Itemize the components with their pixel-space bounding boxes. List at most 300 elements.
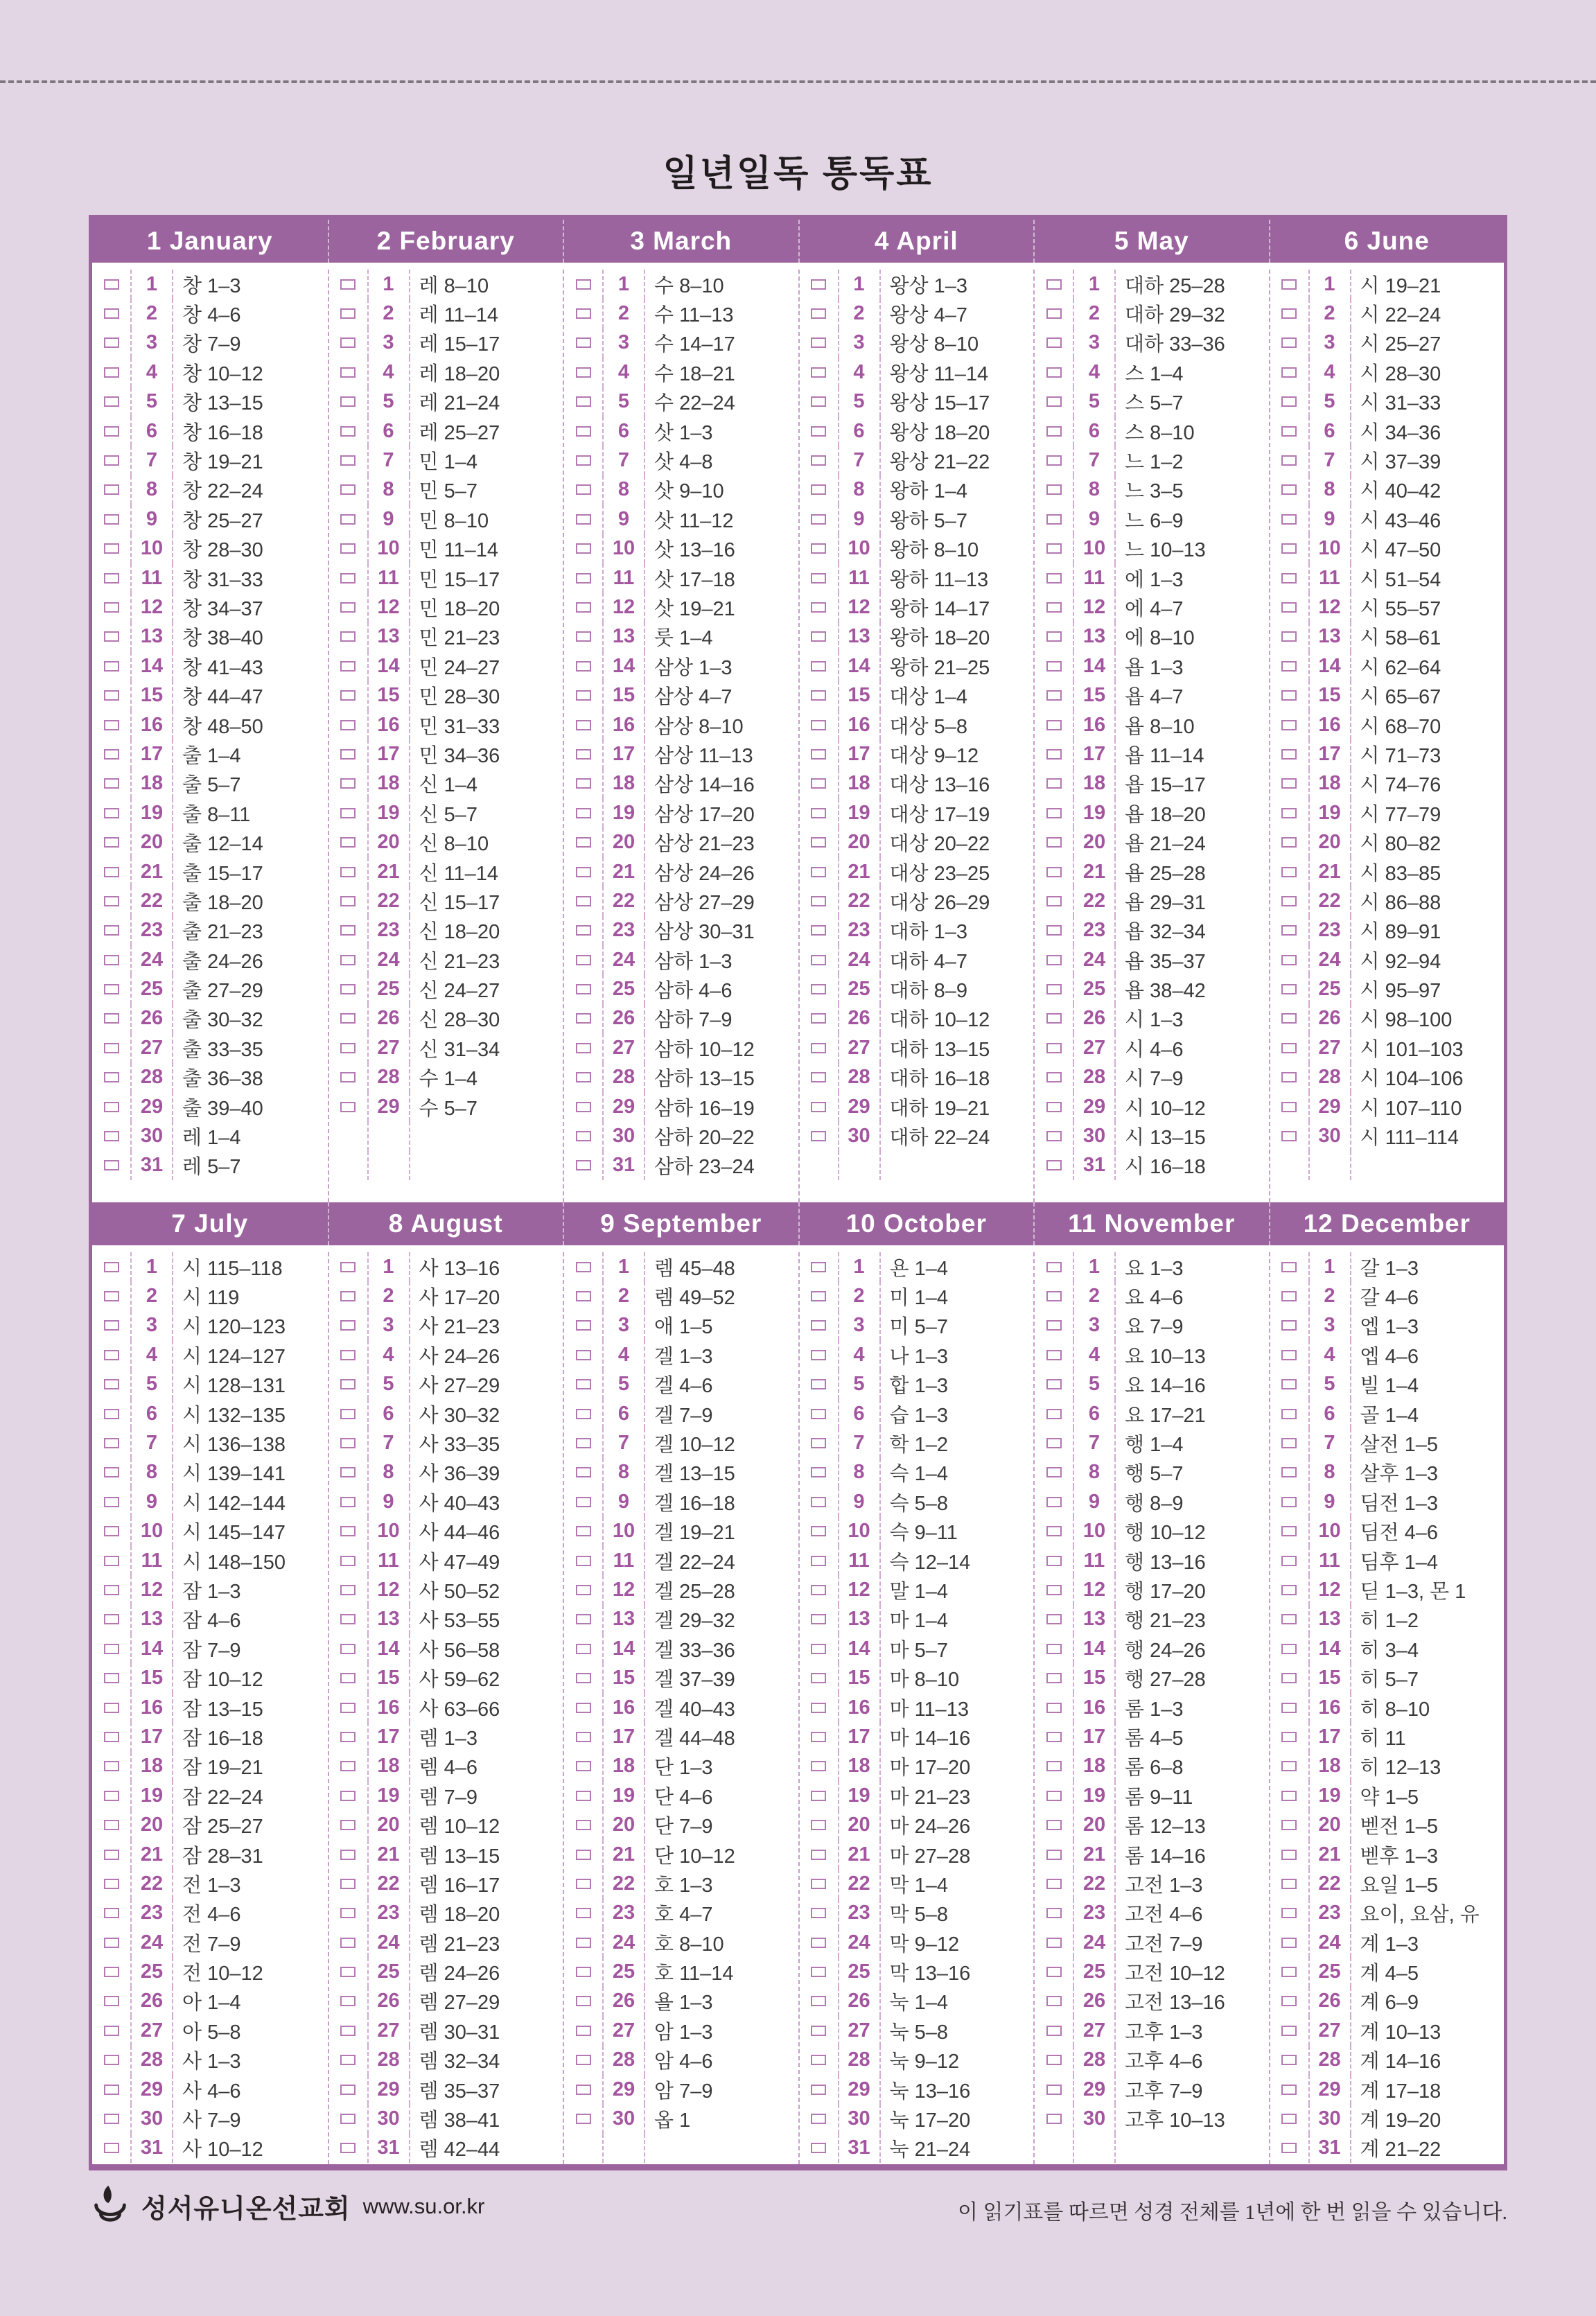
day-checkbox[interactable]: [811, 1013, 826, 1024]
day-checkbox[interactable]: [1046, 896, 1062, 906]
day-checkbox[interactable]: [1281, 543, 1297, 554]
day-checkbox[interactable]: [811, 925, 826, 936]
day-checkbox[interactable]: [576, 984, 591, 994]
day-checkbox[interactable]: [811, 367, 826, 378]
day-checkbox[interactable]: [340, 1585, 356, 1595]
day-checkbox[interactable]: [576, 661, 591, 672]
day-checkbox[interactable]: [104, 837, 119, 848]
day-checkbox[interactable]: [340, 279, 356, 290]
day-checkbox[interactable]: [811, 1791, 826, 1801]
day-checkbox[interactable]: [1281, 279, 1297, 290]
day-checkbox[interactable]: [576, 1732, 591, 1742]
day-checkbox[interactable]: [104, 2085, 119, 2095]
day-checkbox[interactable]: [811, 396, 826, 407]
day-checkbox[interactable]: [811, 984, 826, 994]
day-checkbox[interactable]: [104, 1967, 119, 1977]
day-checkbox[interactable]: [1281, 602, 1297, 613]
day-checkbox[interactable]: [1046, 1732, 1062, 1742]
day-checkbox[interactable]: [104, 984, 119, 994]
day-checkbox[interactable]: [340, 308, 356, 319]
day-checkbox[interactable]: [340, 1013, 356, 1024]
day-checkbox[interactable]: [576, 1556, 591, 1566]
day-checkbox[interactable]: [1281, 1102, 1297, 1112]
day-checkbox[interactable]: [576, 1761, 591, 1771]
day-checkbox[interactable]: [340, 808, 356, 818]
day-checkbox[interactable]: [340, 367, 356, 378]
day-checkbox[interactable]: [1046, 337, 1062, 348]
day-checkbox[interactable]: [1281, 573, 1297, 584]
day-checkbox[interactable]: [576, 808, 591, 818]
day-checkbox[interactable]: [811, 1291, 826, 1301]
day-checkbox[interactable]: [1281, 1761, 1297, 1771]
day-checkbox[interactable]: [1281, 749, 1297, 760]
day-checkbox[interactable]: [576, 896, 591, 906]
day-checkbox[interactable]: [104, 514, 119, 525]
day-checkbox[interactable]: [811, 1644, 826, 1654]
day-checkbox[interactable]: [576, 631, 591, 642]
day-checkbox[interactable]: [1046, 1820, 1062, 1830]
day-checkbox[interactable]: [1046, 955, 1062, 965]
day-checkbox[interactable]: [104, 1879, 119, 1889]
day-checkbox[interactable]: [576, 1291, 591, 1301]
day-checkbox[interactable]: [340, 1850, 356, 1860]
day-checkbox[interactable]: [1281, 1732, 1297, 1742]
day-checkbox[interactable]: [811, 749, 826, 760]
day-checkbox[interactable]: [1281, 308, 1297, 319]
day-checkbox[interactable]: [811, 1438, 826, 1448]
day-checkbox[interactable]: [1046, 1102, 1062, 1112]
day-checkbox[interactable]: [811, 631, 826, 642]
day-checkbox[interactable]: [340, 778, 356, 789]
day-checkbox[interactable]: [811, 337, 826, 348]
day-checkbox[interactable]: [340, 720, 356, 730]
day-checkbox[interactable]: [340, 1644, 356, 1654]
day-checkbox[interactable]: [1046, 514, 1062, 525]
day-checkbox[interactable]: [1046, 1996, 1062, 2006]
day-checkbox[interactable]: [811, 1585, 826, 1595]
day-checkbox[interactable]: [340, 2026, 356, 2036]
day-checkbox[interactable]: [340, 1820, 356, 1830]
day-checkbox[interactable]: [1281, 690, 1297, 701]
day-checkbox[interactable]: [104, 867, 119, 877]
day-checkbox[interactable]: [1281, 1526, 1297, 1536]
day-checkbox[interactable]: [1046, 1967, 1062, 1977]
day-checkbox[interactable]: [104, 808, 119, 818]
day-checkbox[interactable]: [1046, 1585, 1062, 1595]
day-checkbox[interactable]: [1046, 1673, 1062, 1683]
day-checkbox[interactable]: [340, 2055, 356, 2065]
day-checkbox[interactable]: [340, 2143, 356, 2153]
day-checkbox[interactable]: [1281, 484, 1297, 495]
day-checkbox[interactable]: [811, 279, 826, 290]
day-checkbox[interactable]: [576, 778, 591, 789]
day-checkbox[interactable]: [104, 1131, 119, 1141]
day-checkbox[interactable]: [104, 925, 119, 936]
day-checkbox[interactable]: [576, 690, 591, 701]
day-checkbox[interactable]: [104, 720, 119, 730]
day-checkbox[interactable]: [1046, 1291, 1062, 1301]
day-checkbox[interactable]: [811, 720, 826, 730]
day-checkbox[interactable]: [1046, 455, 1062, 466]
day-checkbox[interactable]: [340, 1673, 356, 1683]
day-checkbox[interactable]: [1046, 1350, 1062, 1360]
day-checkbox[interactable]: [811, 573, 826, 584]
day-checkbox[interactable]: [576, 1938, 591, 1948]
day-checkbox[interactable]: [1046, 1013, 1062, 1024]
day-checkbox[interactable]: [1046, 2114, 1062, 2124]
day-checkbox[interactable]: [340, 1320, 356, 1331]
day-checkbox[interactable]: [1046, 602, 1062, 613]
day-checkbox[interactable]: [340, 426, 356, 437]
day-checkbox[interactable]: [1281, 1996, 1297, 2006]
day-checkbox[interactable]: [1046, 573, 1062, 584]
day-checkbox[interactable]: [340, 396, 356, 407]
day-checkbox[interactable]: [811, 1703, 826, 1713]
day-checkbox[interactable]: [104, 955, 119, 965]
day-checkbox[interactable]: [1046, 1131, 1062, 1141]
day-checkbox[interactable]: [340, 514, 356, 525]
day-checkbox[interactable]: [1046, 984, 1062, 994]
day-checkbox[interactable]: [811, 1908, 826, 1918]
day-checkbox[interactable]: [576, 543, 591, 554]
day-checkbox[interactable]: [811, 1409, 826, 1419]
day-checkbox[interactable]: [576, 1043, 591, 1053]
day-checkbox[interactable]: [1281, 1072, 1297, 1082]
day-checkbox[interactable]: [576, 1644, 591, 1654]
day-checkbox[interactable]: [104, 2055, 119, 2065]
day-checkbox[interactable]: [1046, 543, 1062, 554]
day-checkbox[interactable]: [104, 1102, 119, 1112]
day-checkbox[interactable]: [1281, 1497, 1297, 1507]
day-checkbox[interactable]: [104, 1320, 119, 1331]
day-checkbox[interactable]: [576, 514, 591, 525]
day-checkbox[interactable]: [104, 1072, 119, 1082]
day-checkbox[interactable]: [1281, 2055, 1297, 2065]
day-checkbox[interactable]: [340, 1043, 356, 1053]
day-checkbox[interactable]: [576, 1262, 591, 1272]
day-checkbox[interactable]: [1281, 2143, 1297, 2153]
day-checkbox[interactable]: [811, 837, 826, 848]
day-checkbox[interactable]: [1281, 1585, 1297, 1595]
day-checkbox[interactable]: [340, 1102, 356, 1112]
day-checkbox[interactable]: [1281, 337, 1297, 348]
day-checkbox[interactable]: [576, 1820, 591, 1830]
day-checkbox[interactable]: [340, 661, 356, 672]
day-checkbox[interactable]: [576, 1967, 591, 1977]
day-checkbox[interactable]: [1281, 396, 1297, 407]
day-checkbox[interactable]: [576, 837, 591, 848]
day-checkbox[interactable]: [576, 2026, 591, 2036]
day-checkbox[interactable]: [340, 1614, 356, 1624]
day-checkbox[interactable]: [576, 1703, 591, 1713]
day-checkbox[interactable]: [104, 484, 119, 495]
day-checkbox[interactable]: [811, 308, 826, 319]
day-checkbox[interactable]: [1281, 631, 1297, 642]
day-checkbox[interactable]: [1281, 455, 1297, 466]
day-checkbox[interactable]: [1046, 2026, 1062, 2036]
day-checkbox[interactable]: [340, 455, 356, 466]
day-checkbox[interactable]: [1281, 2085, 1297, 2095]
day-checkbox[interactable]: [576, 1996, 591, 2006]
day-checkbox[interactable]: [811, 1996, 826, 2006]
day-checkbox[interactable]: [104, 1438, 119, 1448]
day-checkbox[interactable]: [1281, 1820, 1297, 1830]
day-checkbox[interactable]: [340, 543, 356, 554]
day-checkbox[interactable]: [1046, 1262, 1062, 1272]
day-checkbox[interactable]: [1046, 1497, 1062, 1507]
day-checkbox[interactable]: [104, 1467, 119, 1477]
day-checkbox[interactable]: [576, 925, 591, 936]
day-checkbox[interactable]: [340, 1967, 356, 1977]
day-checkbox[interactable]: [104, 1556, 119, 1566]
day-checkbox[interactable]: [1281, 1467, 1297, 1477]
day-checkbox[interactable]: [576, 1438, 591, 1448]
day-checkbox[interactable]: [1046, 925, 1062, 936]
day-checkbox[interactable]: [340, 1996, 356, 2006]
day-checkbox[interactable]: [811, 1673, 826, 1683]
day-checkbox[interactable]: [1281, 1908, 1297, 1918]
day-checkbox[interactable]: [340, 1262, 356, 1272]
day-checkbox[interactable]: [340, 1526, 356, 1536]
day-checkbox[interactable]: [104, 1820, 119, 1830]
day-checkbox[interactable]: [1281, 1703, 1297, 1713]
day-checkbox[interactable]: [811, 1879, 826, 1889]
day-checkbox[interactable]: [340, 337, 356, 348]
day-checkbox[interactable]: [811, 1556, 826, 1566]
day-checkbox[interactable]: [576, 337, 591, 348]
day-checkbox[interactable]: [576, 1585, 591, 1595]
day-checkbox[interactable]: [1281, 426, 1297, 437]
day-checkbox[interactable]: [104, 661, 119, 672]
day-checkbox[interactable]: [340, 1791, 356, 1801]
day-checkbox[interactable]: [811, 1761, 826, 1771]
day-checkbox[interactable]: [1046, 1467, 1062, 1477]
day-checkbox[interactable]: [104, 1732, 119, 1742]
day-checkbox[interactable]: [576, 2114, 591, 2124]
day-checkbox[interactable]: [1281, 1850, 1297, 1860]
day-checkbox[interactable]: [340, 602, 356, 613]
day-checkbox[interactable]: [811, 955, 826, 965]
day-checkbox[interactable]: [811, 2143, 826, 2153]
day-checkbox[interactable]: [104, 308, 119, 319]
day-checkbox[interactable]: [811, 778, 826, 789]
day-checkbox[interactable]: [104, 690, 119, 701]
day-checkbox[interactable]: [811, 1131, 826, 1141]
day-checkbox[interactable]: [104, 778, 119, 789]
day-checkbox[interactable]: [340, 631, 356, 642]
day-checkbox[interactable]: [811, 896, 826, 906]
day-checkbox[interactable]: [340, 1879, 356, 1889]
day-checkbox[interactable]: [104, 1013, 119, 1024]
day-checkbox[interactable]: [104, 367, 119, 378]
day-checkbox[interactable]: [1281, 1350, 1297, 1360]
day-checkbox[interactable]: [811, 426, 826, 437]
day-checkbox[interactable]: [1281, 1614, 1297, 1624]
day-checkbox[interactable]: [340, 2085, 356, 2095]
day-checkbox[interactable]: [576, 1908, 591, 1918]
day-checkbox[interactable]: [576, 2055, 591, 2065]
day-checkbox[interactable]: [1281, 1967, 1297, 1977]
day-checkbox[interactable]: [1281, 837, 1297, 848]
day-checkbox[interactable]: [1046, 808, 1062, 818]
day-checkbox[interactable]: [576, 1320, 591, 1331]
day-checkbox[interactable]: [811, 455, 826, 466]
day-checkbox[interactable]: [104, 1585, 119, 1595]
day-checkbox[interactable]: [576, 2085, 591, 2095]
day-checkbox[interactable]: [576, 1467, 591, 1477]
day-checkbox[interactable]: [1281, 984, 1297, 994]
day-checkbox[interactable]: [811, 1820, 826, 1830]
day-checkbox[interactable]: [1046, 2055, 1062, 2065]
day-checkbox[interactable]: [1281, 896, 1297, 906]
day-checkbox[interactable]: [340, 1467, 356, 1477]
day-checkbox[interactable]: [811, 1938, 826, 1948]
day-checkbox[interactable]: [104, 1644, 119, 1654]
day-checkbox[interactable]: [1046, 661, 1062, 672]
day-checkbox[interactable]: [1281, 1291, 1297, 1301]
day-checkbox[interactable]: [1281, 2114, 1297, 2124]
day-checkbox[interactable]: [1046, 837, 1062, 848]
day-checkbox[interactable]: [340, 837, 356, 848]
day-checkbox[interactable]: [1046, 1850, 1062, 1860]
day-checkbox[interactable]: [811, 1350, 826, 1360]
day-checkbox[interactable]: [576, 1526, 591, 1536]
day-checkbox[interactable]: [340, 2114, 356, 2124]
day-checkbox[interactable]: [104, 1379, 119, 1389]
day-checkbox[interactable]: [340, 484, 356, 495]
day-checkbox[interactable]: [811, 1072, 826, 1082]
day-checkbox[interactable]: [1046, 1072, 1062, 1082]
day-checkbox[interactable]: [104, 337, 119, 348]
day-checkbox[interactable]: [1281, 1409, 1297, 1419]
day-checkbox[interactable]: [576, 455, 591, 466]
day-checkbox[interactable]: [1281, 867, 1297, 877]
day-checkbox[interactable]: [104, 543, 119, 554]
day-checkbox[interactable]: [811, 1732, 826, 1742]
day-checkbox[interactable]: [340, 1438, 356, 1448]
day-checkbox[interactable]: [576, 1879, 591, 1889]
day-checkbox[interactable]: [104, 1850, 119, 1860]
day-checkbox[interactable]: [1046, 1703, 1062, 1713]
day-checkbox[interactable]: [340, 1908, 356, 1918]
day-checkbox[interactable]: [104, 1409, 119, 1419]
day-checkbox[interactable]: [340, 749, 356, 760]
day-checkbox[interactable]: [104, 1497, 119, 1507]
day-checkbox[interactable]: [576, 308, 591, 319]
day-checkbox[interactable]: [340, 573, 356, 584]
day-checkbox[interactable]: [811, 1614, 826, 1624]
day-checkbox[interactable]: [1281, 1043, 1297, 1053]
day-checkbox[interactable]: [811, 1262, 826, 1272]
day-checkbox[interactable]: [811, 1320, 826, 1331]
day-checkbox[interactable]: [340, 867, 356, 877]
day-checkbox[interactable]: [1046, 1379, 1062, 1389]
day-checkbox[interactable]: [576, 1791, 591, 1801]
day-checkbox[interactable]: [1046, 308, 1062, 319]
day-checkbox[interactable]: [1046, 1043, 1062, 1053]
day-checkbox[interactable]: [104, 426, 119, 437]
day-checkbox[interactable]: [104, 1761, 119, 1771]
day-checkbox[interactable]: [340, 896, 356, 906]
day-checkbox[interactable]: [1046, 778, 1062, 789]
day-checkbox[interactable]: [811, 484, 826, 495]
day-checkbox[interactable]: [1046, 1644, 1062, 1654]
day-checkbox[interactable]: [340, 1409, 356, 1419]
day-checkbox[interactable]: [340, 690, 356, 701]
day-checkbox[interactable]: [811, 602, 826, 613]
day-checkbox[interactable]: [1281, 1673, 1297, 1683]
day-checkbox[interactable]: [1281, 367, 1297, 378]
day-checkbox[interactable]: [811, 1379, 826, 1389]
day-checkbox[interactable]: [340, 1556, 356, 1566]
day-checkbox[interactable]: [576, 1850, 591, 1860]
day-checkbox[interactable]: [340, 1761, 356, 1771]
day-checkbox[interactable]: [1281, 1791, 1297, 1801]
day-checkbox[interactable]: [576, 1013, 591, 1024]
day-checkbox[interactable]: [1046, 1526, 1062, 1536]
day-checkbox[interactable]: [1281, 1438, 1297, 1448]
day-checkbox[interactable]: [104, 279, 119, 290]
day-checkbox[interactable]: [576, 1614, 591, 1624]
day-checkbox[interactable]: [576, 720, 591, 730]
day-checkbox[interactable]: [104, 1350, 119, 1360]
day-checkbox[interactable]: [1281, 1320, 1297, 1331]
day-checkbox[interactable]: [576, 573, 591, 584]
day-checkbox[interactable]: [104, 1526, 119, 1536]
day-checkbox[interactable]: [811, 808, 826, 818]
day-checkbox[interactable]: [811, 1467, 826, 1477]
day-checkbox[interactable]: [340, 1703, 356, 1713]
day-checkbox[interactable]: [576, 1673, 591, 1683]
day-checkbox[interactable]: [1046, 631, 1062, 642]
day-checkbox[interactable]: [576, 602, 591, 613]
day-checkbox[interactable]: [104, 1996, 119, 2006]
day-checkbox[interactable]: [1281, 955, 1297, 965]
day-checkbox[interactable]: [576, 1497, 591, 1507]
day-checkbox[interactable]: [1046, 484, 1062, 495]
day-checkbox[interactable]: [1281, 778, 1297, 789]
day-checkbox[interactable]: [1046, 426, 1062, 437]
day-checkbox[interactable]: [340, 1938, 356, 1948]
day-checkbox[interactable]: [1281, 1644, 1297, 1654]
day-checkbox[interactable]: [1281, 808, 1297, 818]
day-checkbox[interactable]: [576, 1131, 591, 1141]
day-checkbox[interactable]: [1281, 661, 1297, 672]
day-checkbox[interactable]: [1046, 720, 1062, 730]
day-checkbox[interactable]: [104, 2114, 119, 2124]
day-checkbox[interactable]: [104, 1160, 119, 1170]
day-checkbox[interactable]: [340, 1379, 356, 1389]
day-checkbox[interactable]: [1281, 925, 1297, 936]
day-checkbox[interactable]: [1046, 1320, 1062, 1331]
day-checkbox[interactable]: [811, 1850, 826, 1860]
day-checkbox[interactable]: [1046, 367, 1062, 378]
day-checkbox[interactable]: [811, 2114, 826, 2124]
day-checkbox[interactable]: [1281, 514, 1297, 525]
day-checkbox[interactable]: [576, 279, 591, 290]
day-checkbox[interactable]: [104, 1703, 119, 1713]
day-checkbox[interactable]: [104, 455, 119, 466]
day-checkbox[interactable]: [104, 1908, 119, 1918]
day-checkbox[interactable]: [340, 1497, 356, 1507]
day-checkbox[interactable]: [1281, 2026, 1297, 2036]
day-checkbox[interactable]: [1046, 1761, 1062, 1771]
day-checkbox[interactable]: [1046, 396, 1062, 407]
day-checkbox[interactable]: [104, 1614, 119, 1624]
day-checkbox[interactable]: [104, 1262, 119, 1272]
day-checkbox[interactable]: [104, 1043, 119, 1053]
day-checkbox[interactable]: [576, 1350, 591, 1360]
